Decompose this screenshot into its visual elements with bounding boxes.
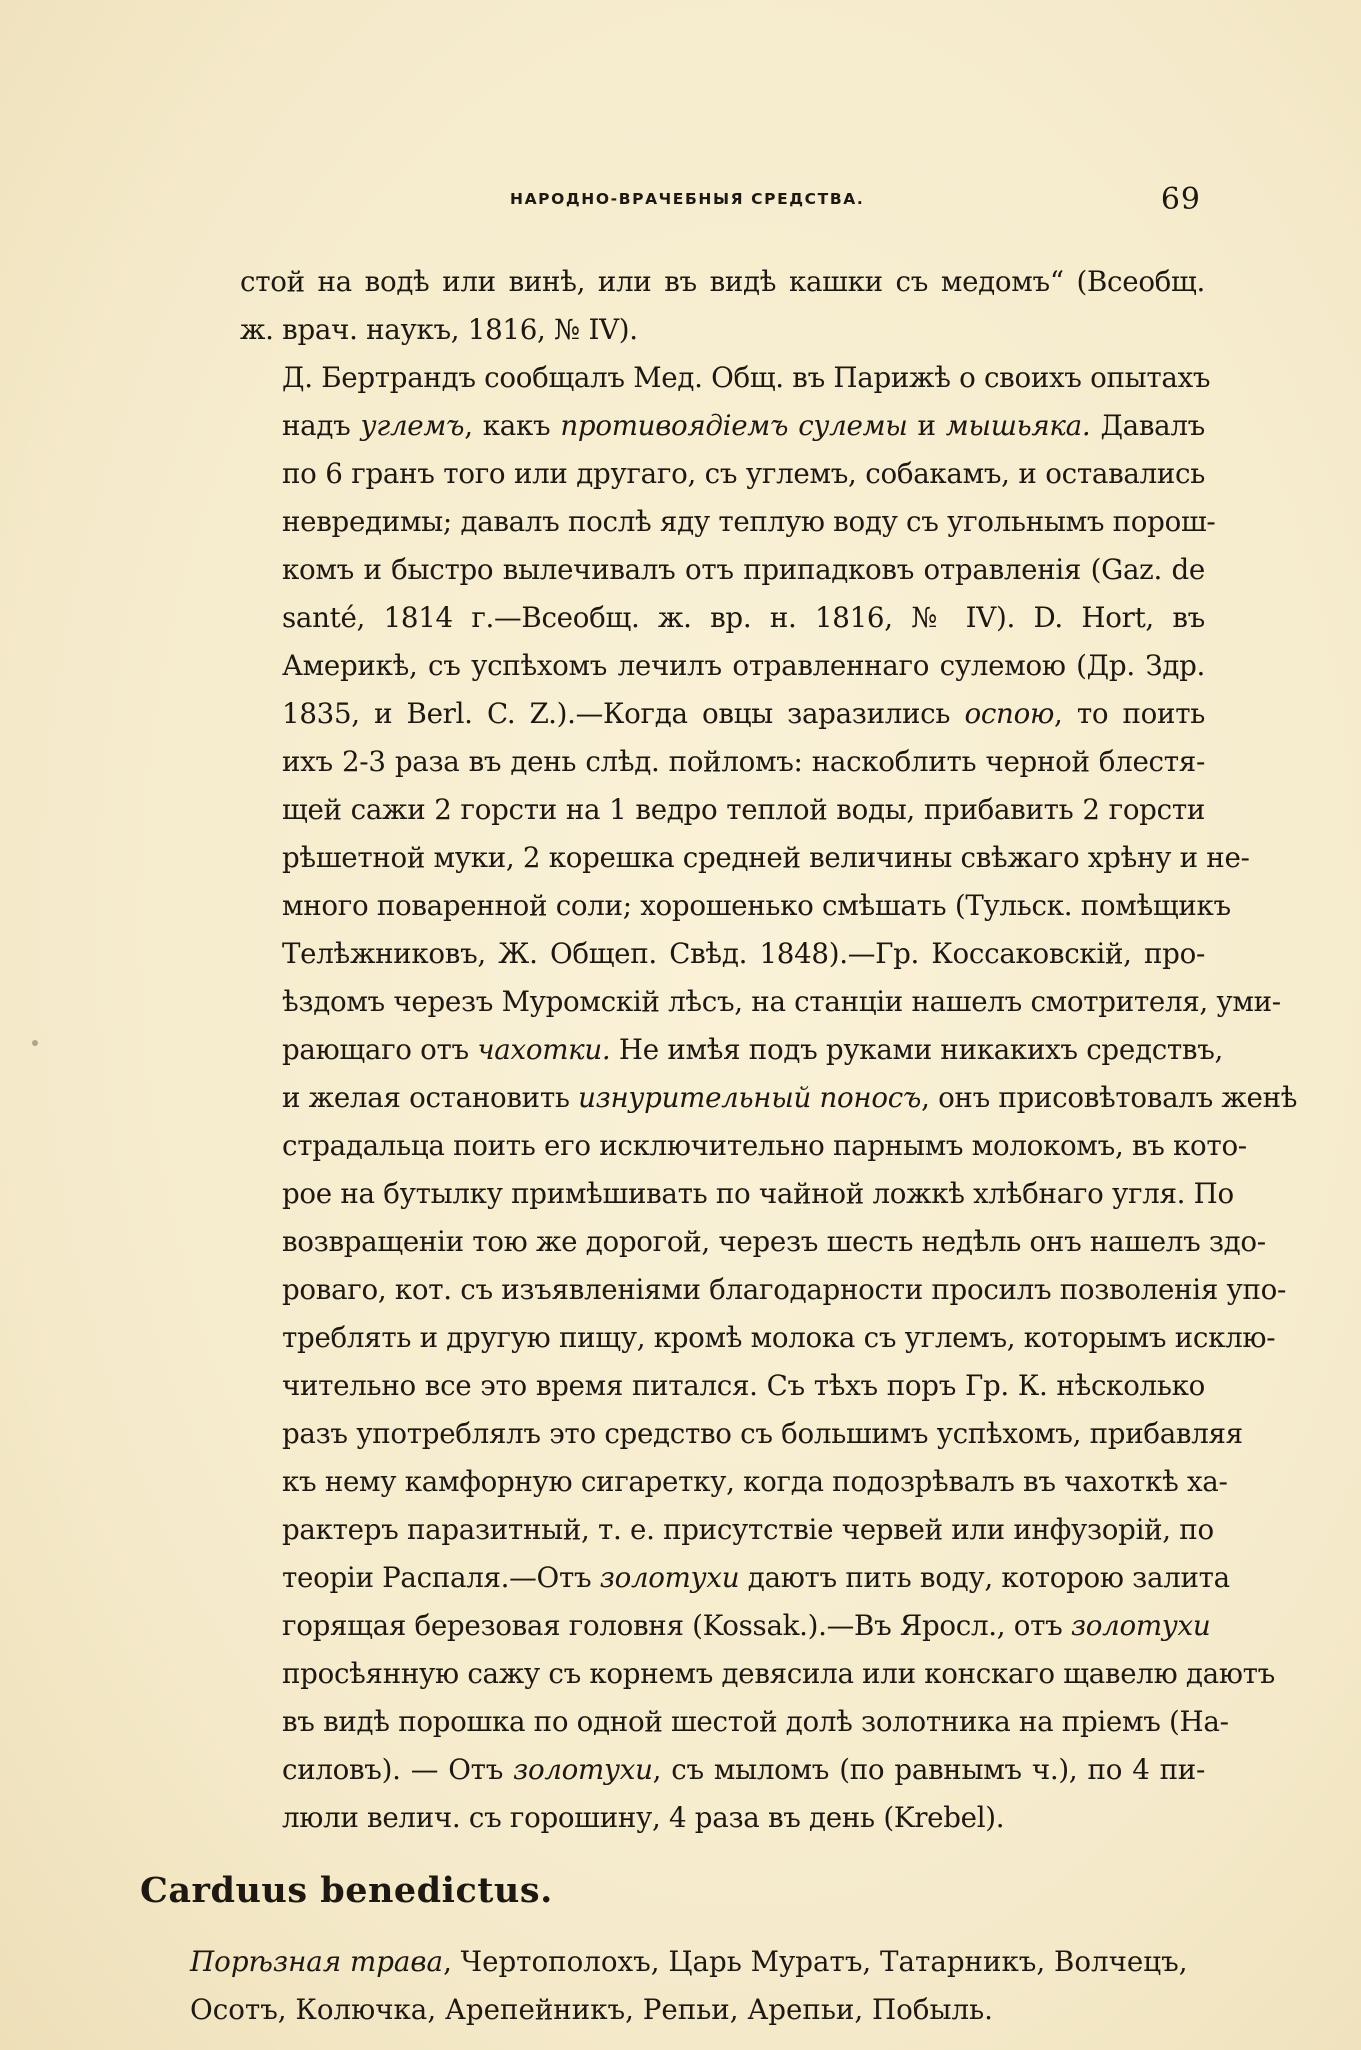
text-line — [240, 450, 1205, 498]
text-line — [240, 738, 1205, 786]
text-line — [240, 978, 1281, 1026]
paragraph-continued — [240, 258, 1205, 354]
italic-term: углемъ — [360, 409, 465, 442]
text-run: и — [907, 409, 946, 442]
text-run: , то поить — [1054, 697, 1205, 730]
page-number: 69 — [1160, 182, 1201, 217]
text-run: рое на бутылку примѣшивать по чайной ложкѣ хлѣбнаго угля. По — [282, 1177, 1234, 1210]
text-run: возвращеніи тою же дорогой, черезъ шесть недѣль онъ нашелъ здо- — [282, 1225, 1266, 1258]
text-line — [240, 498, 1216, 546]
text-run: даютъ пить воду, которою залита — [739, 1561, 1230, 1594]
text-line — [190, 1986, 1205, 2034]
italic-term: золотухи — [1070, 1609, 1211, 1642]
text-run: по 6 гранъ того или другаго, съ углемъ, собакамъ, и оставались — [282, 457, 1205, 490]
text-run: рактеръ паразитный, т. е. присутствіе червей или инфузорій, по — [282, 1513, 1214, 1546]
italic-term: золотухи — [513, 1753, 653, 1786]
text-line — [240, 594, 1205, 642]
text-run: роваго, кот. съ изъявленіями благодарности просилъ позволенія упо- — [282, 1273, 1287, 1306]
text-line — [240, 1458, 1228, 1506]
text-run: къ нему камфорную сигаретку, когда подозрѣвалъ въ чахоткѣ ха- — [282, 1465, 1228, 1498]
text-line — [240, 546, 1205, 594]
italic-term: мышьяка. — [945, 409, 1091, 442]
text-run: рѣшетной муки, 2 корешка средней величины свѣжаго хрѣну и не- — [282, 841, 1250, 874]
paragraph-bertrand — [240, 354, 1298, 1842]
text-line — [240, 834, 1250, 882]
text-run: , Чертополохъ, Царь Муратъ, Татарникъ, Волчецъ, — [443, 1945, 1188, 1978]
text-run: теоріи Распаля.—Отъ — [282, 1561, 600, 1594]
text-line — [240, 1170, 1234, 1218]
text-run: щей сажи 2 горсти на 1 ведро теплой воды, прибавить 2 горсти — [282, 793, 1205, 826]
text-line — [240, 1554, 1230, 1602]
body-text — [240, 258, 1298, 1842]
text-line — [240, 690, 1205, 738]
text-run: 1835, и Berl. C. Z.).—Когда овцы заразились — [282, 697, 965, 730]
italic-term: золотухи — [599, 1561, 740, 1594]
paper-speck — [32, 1040, 38, 1046]
text-run: люли велич. съ горошину, 4 раза въ день (Krebel). — [282, 1801, 1005, 1834]
text-run: ихъ 2-3 раза въ день слѣд. пойломъ: наскоблить черной блестя- — [282, 745, 1205, 778]
text-line — [240, 642, 1205, 690]
text-run: Телѣжниковъ, Ж. Общеп. Свѣд. 1848).—Гр. Коссаковскій, про- — [282, 937, 1205, 970]
text-line — [240, 1698, 1229, 1746]
text-line — [240, 1122, 1247, 1170]
text-run: ѣздомъ черезъ Муромскій лѣсъ, на станціи нашелъ смотрителя, уми- — [282, 985, 1281, 1018]
text-line: стой на водѣ или винѣ, или въ видѣ кашки съ медомъ“ (Всеобщ. — [240, 265, 1205, 298]
text-run: , какъ — [464, 409, 561, 442]
text-run: въ видѣ порошка по одной шестой долѣ золотника на пріемъ (На- — [282, 1705, 1229, 1738]
text-run: силовъ). — Отъ — [282, 1753, 514, 1786]
text-line — [240, 1026, 1224, 1074]
text-run: Не имѣя подъ руками никакихъ средствъ, — [610, 1033, 1224, 1066]
text-line — [240, 786, 1205, 834]
text-line — [240, 402, 1205, 450]
text-run: комъ и быстро вылечивалъ отъ припадковъ отравленія (Gaz. de — [282, 553, 1205, 586]
text-line — [240, 1074, 1298, 1122]
text-run: чительно все это время питался. Съ тѣхъ поръ Гр. К. нѣсколько — [282, 1369, 1205, 1402]
text-run: Америкѣ, съ успѣхомъ лечилъ отравленнаго сулемою (Др. Здр. — [282, 649, 1205, 682]
text-line — [240, 1314, 1276, 1362]
italic-term: оспою — [964, 697, 1055, 730]
synonyms-list — [140, 1938, 1205, 2034]
text-line — [240, 1650, 1275, 1698]
text-line — [240, 1266, 1287, 1314]
italic-term: чахотки. — [477, 1033, 611, 1066]
text-run: разъ употреблялъ это средство съ большимъ успѣхомъ, прибавляя — [282, 1417, 1243, 1450]
text-line — [240, 354, 1211, 402]
text-line — [240, 1746, 1205, 1794]
section-title: Carduus benedictus. — [140, 1870, 553, 1911]
text-line — [240, 1602, 1211, 1650]
text-run: горящая березовая головня (Kossak.).—Въ Яросл., отъ — [282, 1609, 1071, 1642]
text-line — [240, 1218, 1266, 1266]
text-line: ж. врач. наукъ, 1816, № IV). — [240, 313, 638, 346]
italic-term: изнурительный поносъ — [578, 1081, 922, 1114]
text-run: и желая остановить — [282, 1081, 579, 1114]
running-title: НАРОДНО-ВРАЧЕБНЫЯ СРЕДСТВА. — [510, 190, 865, 208]
text-run: страдальца поить его исключительно парнымъ молокомъ, въ кото- — [282, 1129, 1247, 1162]
text-run: Давалъ — [1090, 409, 1205, 442]
text-run: просѣянную сажу съ корнемъ девясила или конскаго щавелю даютъ — [282, 1657, 1275, 1690]
running-head — [240, 182, 1205, 222]
text-line — [240, 1794, 1205, 1842]
text-line — [240, 930, 1205, 978]
text-run: надъ — [282, 409, 361, 442]
text-line — [240, 882, 1231, 930]
text-run: , съ мыломъ (по равнымъ ч.), по 4 пи- — [652, 1753, 1206, 1786]
text-line — [190, 1938, 1205, 1986]
text-line — [240, 1506, 1214, 1554]
italic-term: Порѣзная трава — [190, 1945, 444, 1978]
text-run: треблять и другую пищу, кромѣ молока съ углемъ, которымъ исклю- — [282, 1321, 1276, 1354]
italic-term: противоядіемъ сулемы — [560, 409, 908, 442]
text-run: невредимы; давалъ послѣ яду теплую воду съ угольнымъ порош- — [282, 505, 1216, 538]
text-line — [240, 1362, 1205, 1410]
text-run: santé, 1814 г.—Всеобщ. ж. вр. н. 1816, № IV). D. Hort, въ — [282, 601, 1205, 634]
text-run: много поваренной соли; хорошенько смѣшать (Тульск. помѣщикъ — [282, 889, 1231, 922]
text-run: , онъ присовѣтовалъ женѣ — [921, 1081, 1298, 1114]
section-carduus — [140, 1870, 1205, 2034]
text-line — [240, 1410, 1243, 1458]
text-run: рающаго отъ — [282, 1033, 478, 1066]
text-run: Д. Бертрандъ сообщалъ Мед. Общ. въ Парижѣ о своихъ опытахъ — [282, 361, 1211, 394]
text-run: Осотъ, Колючка, Арепейникъ, Репьи, Арепьи, Побыль. — [190, 1993, 993, 2026]
